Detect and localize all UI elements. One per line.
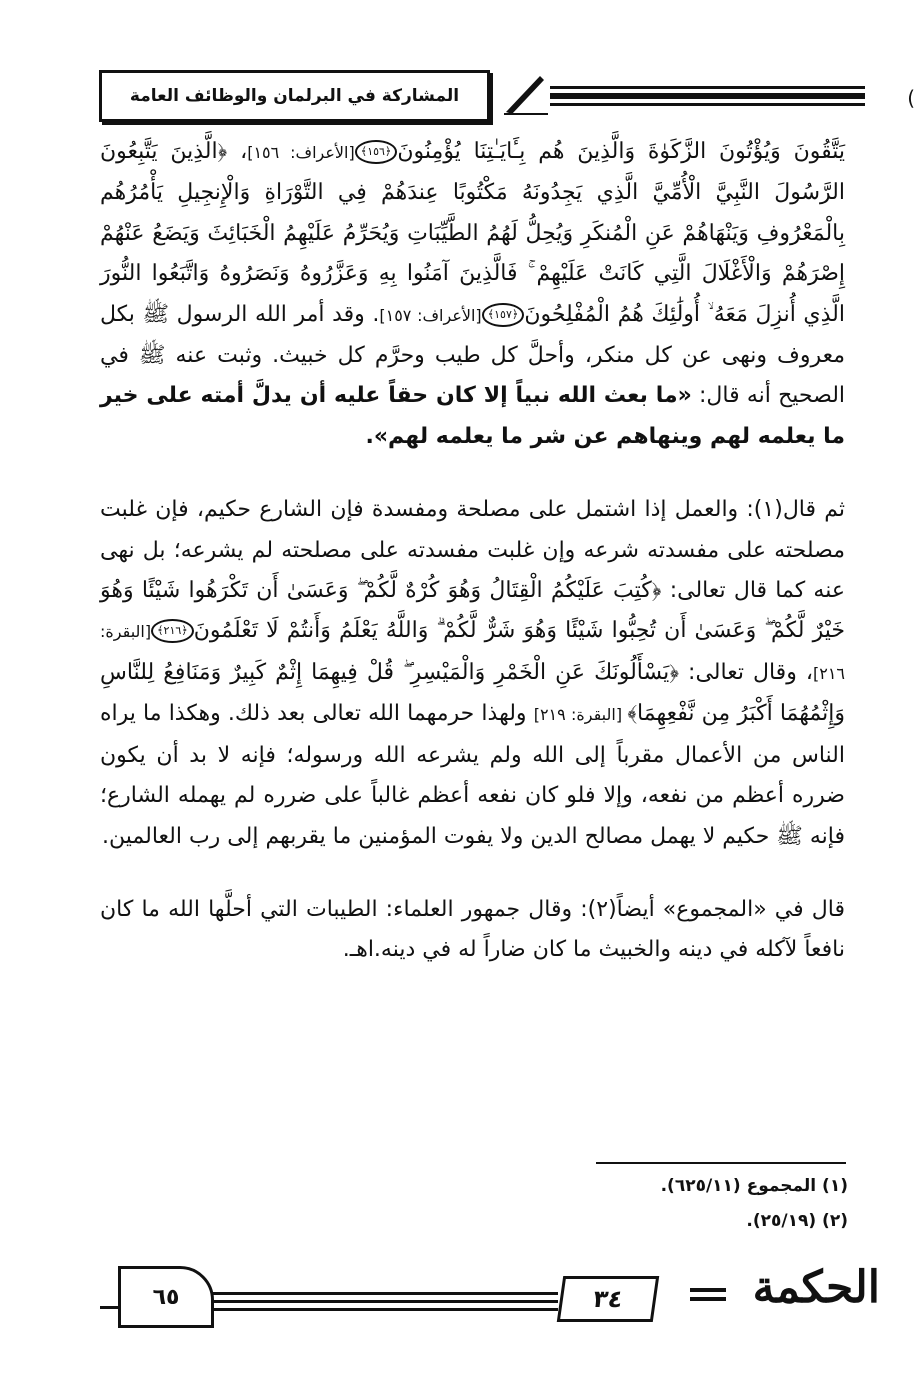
header-rule bbox=[550, 86, 865, 110]
separator-mark bbox=[690, 1288, 726, 1306]
text-segment: ولهذا حرمهما الله تعالى بعد ذلك. وهكذا ما يراه الناس من الأعمال مقرباً إلى الله ولم يشرعه الله ورسوله؛ فإنه لا بد أن يكون ضرره أعظم من نفعه، وإلا فلو كان نفعه أعظم غالباً على ضرره لم يهمله الشارع؛ فإنه ﷺ حكيم لا يهمل مصالح الدين ولا يفوت المؤمنين ما يقربهم إلى رب العالمين. bbox=[100, 701, 845, 849]
page-number: ٦٥ bbox=[118, 1266, 214, 1328]
main-text bbox=[100, 132, 845, 971]
footnote-2: (٢) (٢٥/١٩). bbox=[746, 1211, 848, 1231]
paragraph-1 bbox=[100, 132, 845, 457]
verse-reference: [الأعراف: ١٥٧] bbox=[379, 305, 482, 325]
quran-quote: يَتَّقُونَ وَيُؤْتُونَ الزَّكَوٰةَ وَالَّذِينَ هُم بِـَٔايَـٰتِنَا يُؤْمِنُونَ bbox=[397, 139, 845, 164]
verse-number-marker: ﴿١٥٦﴾ bbox=[355, 140, 398, 164]
hadith-quote: «ما بعث الله نبياً إلا كان حقاً عليه أن يدلَّ أمته على خير ما يعلمه لهم وينهاهم عن شر ما يعلمه لهم». bbox=[100, 383, 845, 449]
verse-number-marker: ﴿١٥٧﴾ bbox=[482, 303, 525, 327]
running-header bbox=[100, 68, 880, 124]
footer-rule-top bbox=[212, 1292, 558, 1295]
verse-reference: [البقرة: ٢١٦] bbox=[100, 622, 845, 683]
footer-rule-mid bbox=[212, 1300, 558, 1303]
text-segment: ثم قال(١): والعمل إذا اشتمل على مصلحة ومفسدة فإن الشارع حكيم، فإن غلبت مصلحته على مفسدته شرعه وإن غلبت مفسدته على مصلحته لم يشرعه؛ بل نهى عنه كما قال تعالى: bbox=[100, 497, 846, 604]
footnote-rule bbox=[596, 1162, 846, 1164]
verse-number-marker: ﴿٢١٦﴾ bbox=[151, 619, 194, 643]
footer-rule-bottom bbox=[212, 1308, 558, 1311]
text-segment: . وقد أمر الله الرسول ﷺ بكل معروف ونهى عن كل منكر، وأحلَّ كل طيب وحرَّم كل خبيث. وثبت عنه ﷺ في الصحيح أنه قال: bbox=[100, 301, 846, 409]
quran-quote: ، ﴿الَّذِينَ يَتَّبِعُونَ الرَّسُولَ النَّبِيَّ الْأُمِّيَّ الَّذِي يَجِدُونَهُ مَكْتُوبًا عِندَهُمْ فِي التَّوْرَاةِ وَالْإِنجِيلِ يَأْمُرُهُم بِالْمَعْرُوفِ وَيَنْهَاهُمْ عَنِ الْمُنكَرِ وَيُحِلُّ لَهُمُ الطَّيِّبَاتِ وَيُحَرِّمُ عَلَيْهِمُ الْخَبَائِثَ وَيَضَعُ عَنْهُمْ إِصْرَهُمْ وَالْأَغْلَالَ الَّتِي كَانَتْ عَلَيْهِمْ ۚ فَالَّذِينَ آمَنُوا بِهِ وَعَزَّرُوهُ وَنَصَرُوهُ وَاتَّبَعُوا النُّورَ الَّذِي أُنزِلَ مَعَهُ ۙ أُولَٰئِكَ هُمُ الْمُفْلِحُونَ bbox=[100, 139, 846, 327]
text-segment: ، وقال تعالى: bbox=[679, 659, 813, 685]
magazine-logo: الحكمة bbox=[752, 1262, 880, 1313]
quran-quote: ﴿كُتِبَ عَلَيْكُمُ الْقِتَالُ وَهُوَ كُرْهٌ لَّكُمْ ۖ وَعَسَىٰ أَن تَكْرَهُوا شَيْئًا وَهُوَ خَيْرٌ لَّكُمْ ۖ وَعَسَىٰ أَن تُحِبُّوا شَيْئًا وَهُوَ شَرٌّ لَّكُمْ ۗ وَاللَّهُ يَعْلَمُ وَأَنتُمْ لَا تَعْلَمُونَ bbox=[100, 578, 845, 644]
footnote-1: (١) المجموع (٦٢٥/١١). bbox=[660, 1176, 848, 1196]
quill-pen-icon bbox=[500, 72, 550, 116]
page-footer bbox=[100, 1262, 880, 1332]
verse-reference: [الأعراف: ١٥٦] bbox=[247, 143, 355, 162]
header-title: المشاركة في البرلمان والوظائف العامة bbox=[99, 70, 490, 122]
paragraph-2 bbox=[100, 490, 845, 857]
corner-mark: ( bbox=[907, 86, 915, 110]
paragraph-3: قال في «المجموع» أيضاً(٢): وقال جمهور العلماء: الطيبات التي أحلَّها الله ما كان نافعاً لآكله في دينه والخبيث ما كان ضاراً له في دينه.اهـ. bbox=[100, 896, 845, 963]
issue-number: ٣٤ bbox=[557, 1276, 659, 1322]
quran-quote: ﴿يَسْأَلُونَكَ عَنِ الْخَمْرِ وَالْمَيْسِرِ ۖ قُلْ فِيهِمَا إِثْمٌ كَبِيرٌ وَمَنَافِعُ لِلنَّاسِ وَإِثْمُهُمَا أَكْبَرُ مِن نَّفْعِهِمَا﴾ bbox=[100, 659, 845, 727]
footer-rule-left bbox=[100, 1306, 118, 1309]
verse-reference: [البقرة: ٢١٩] bbox=[533, 705, 628, 725]
